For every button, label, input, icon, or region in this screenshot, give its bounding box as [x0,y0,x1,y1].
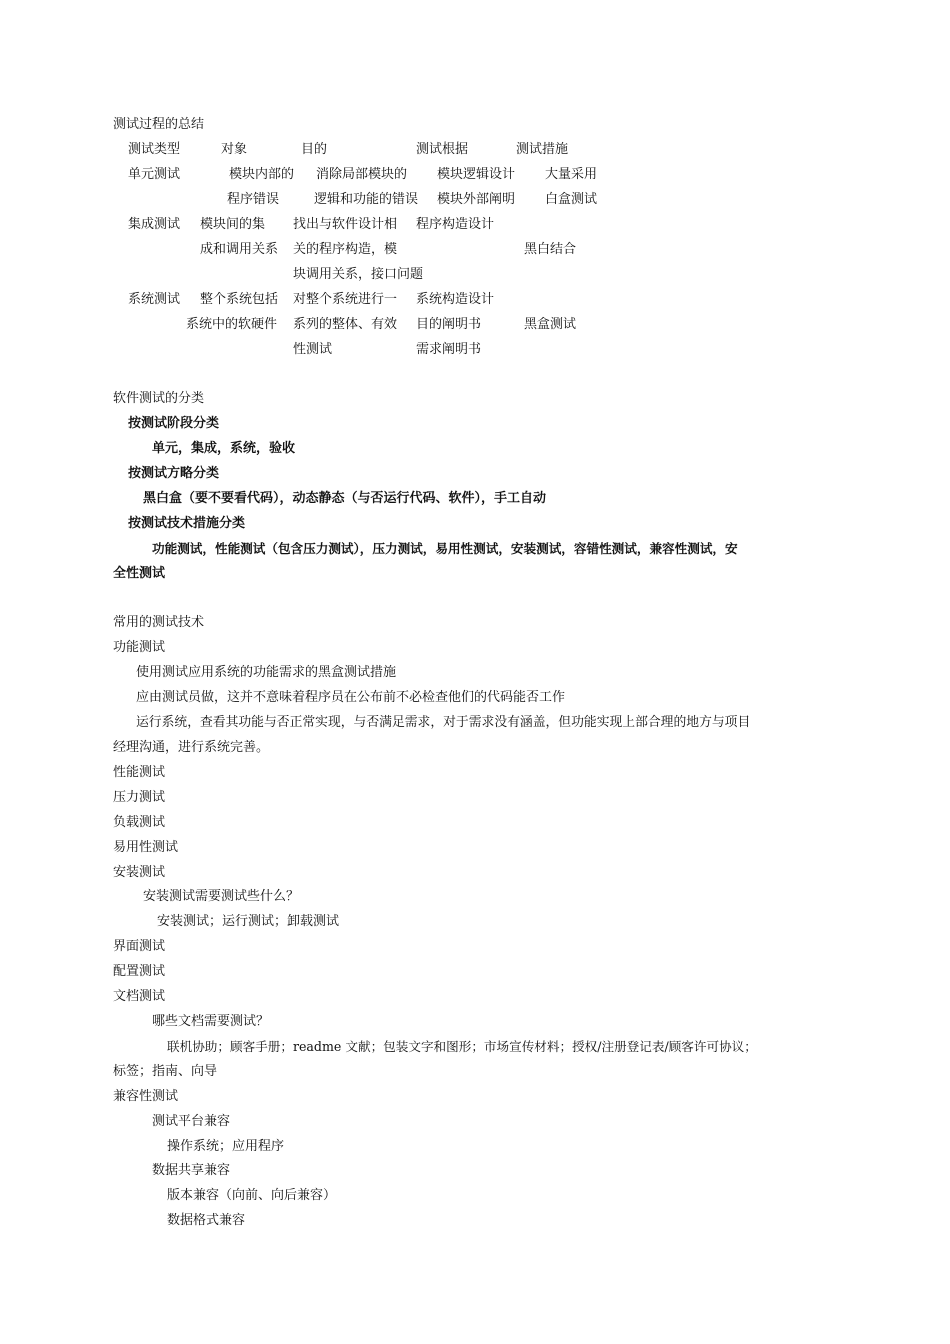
header-type: 测试类型 [128,142,181,157]
functional-test-heading: 功能测试 [113,640,166,655]
unit-test-purpose-2: 逻辑和功能的错误 [314,192,419,207]
integration-test-measure-1: 黑白结合 [524,242,577,257]
integration-test-purpose-2: 关的程序构造，模 [293,242,398,257]
unit-test-purpose-1: 消除局部模块的 [316,167,408,182]
system-test-measure-1: 黑盒测试 [524,317,577,332]
compat-platform-items: 操作系统；应用程序 [167,1139,285,1154]
system-test-object-2: 系统中的软硬件 [186,317,278,332]
compat-version: 版本兼容（向前、向后兼容） [167,1188,337,1203]
unit-test-basis-2: 模块外部阐明 [437,192,516,207]
performance-test-heading: 性能测试 [113,765,166,780]
system-test-object-1: 整个系统包括 [200,292,279,307]
docs-test-question: 哪些文档需要测试？ [152,1014,270,1029]
unit-test-type: 单元测试 [128,167,181,182]
by-technique-heading: 按测试技术措施分类 [128,516,246,531]
system-test-purpose-2: 系列的整体、有效 [293,317,398,332]
system-test-basis-2: 目的阐明书 [416,317,482,332]
header-measure: 测试措施 [516,142,569,157]
functional-test-para-2: 应由测试员做，这并不意味着程序员在公布前不必检查他们的代码能否工作 [136,690,566,705]
section-title-techniques: 常用的测试技术 [113,615,205,630]
docs-test-answer-2: 标签；指南、向导 [113,1064,218,1079]
install-test-heading: 安装测试 [113,865,166,880]
unit-test-object-2: 程序错误 [227,192,280,207]
compat-test-heading: 兼容性测试 [113,1089,179,1104]
section-title-summary: 测试过程的总结 [113,117,205,132]
header-basis: 测试根据 [416,142,469,157]
compat-data-format: 数据格式兼容 [167,1213,246,1228]
system-test-type: 系统测试 [128,292,181,307]
unit-test-object-1: 模块内部的 [229,167,295,182]
system-test-basis-3: 需求阐明书 [416,342,482,357]
ui-test-heading: 界面测试 [113,939,166,954]
by-strategy-heading: 按测试方略分类 [128,466,220,481]
header-object: 对象 [221,142,248,157]
by-strategy-items: 黑白盒（要不要看代码），动态静态（与否运行代码、软件），手工自动 [143,491,547,506]
compat-data-sharing: 数据共享兼容 [152,1163,231,1178]
by-technique-items-1: 功能测试，性能测试（包含压力测试），压力测试，易用性测试，安装测试，容错性测试，兼容性测试，安 [152,541,738,556]
functional-test-para-3a: 运行系统，查看其功能与否正常实现，与否满足需求，对于需求没有涵盖，但功能实现上部合理的地方与项目 [136,715,751,730]
install-test-answer: 安装测试；运行测试；卸载测试 [157,914,340,929]
integration-test-object-1: 模块间的集 [200,217,266,232]
functional-test-para-3b: 经理沟通，进行系统完善。 [113,740,270,755]
docs-test-heading: 文档测试 [113,989,166,1004]
integration-test-object-2: 成和调用关系 [200,242,279,257]
integration-test-type: 集成测试 [128,217,181,232]
integration-test-purpose-1: 找出与软件设计相 [293,217,398,232]
header-purpose: 目的 [301,142,328,157]
system-test-purpose-3: 性测试 [293,342,333,357]
docs-test-answer-1: 联机协助；顾客手册；readme 文献；包装文字和图形；市场宣传材料；授权/注册登记表/顾客许可协议； [167,1039,757,1054]
unit-test-measure-2: 白盒测试 [545,192,598,207]
load-test-heading: 负载测试 [113,815,166,830]
system-test-purpose-1: 对整个系统进行一 [293,292,398,307]
config-test-heading: 配置测试 [113,964,166,979]
section-title-classification: 软件测试的分类 [113,391,205,406]
unit-test-basis-1: 模块逻辑设计 [437,167,516,182]
by-stage-items: 单元，集成，系统，验收 [152,441,296,456]
system-test-basis-1: 系统构造设计 [416,292,495,307]
functional-test-para-1: 使用测试应用系统的功能需求的黑盒测试措施 [136,665,397,680]
unit-test-measure-1: 大量采用 [545,167,598,182]
integration-test-basis-1: 程序构造设计 [416,217,495,232]
by-stage-heading: 按测试阶段分类 [128,416,220,431]
usability-test-heading: 易用性测试 [113,840,179,855]
by-technique-items-2: 全性测试 [113,566,166,581]
install-test-question: 安装测试需要测试些什么？ [143,889,300,904]
integration-test-purpose-3: 块调用关系，接口问题 [293,267,424,282]
compat-platform: 测试平台兼容 [152,1114,231,1129]
stress-test-heading: 压力测试 [113,790,166,805]
